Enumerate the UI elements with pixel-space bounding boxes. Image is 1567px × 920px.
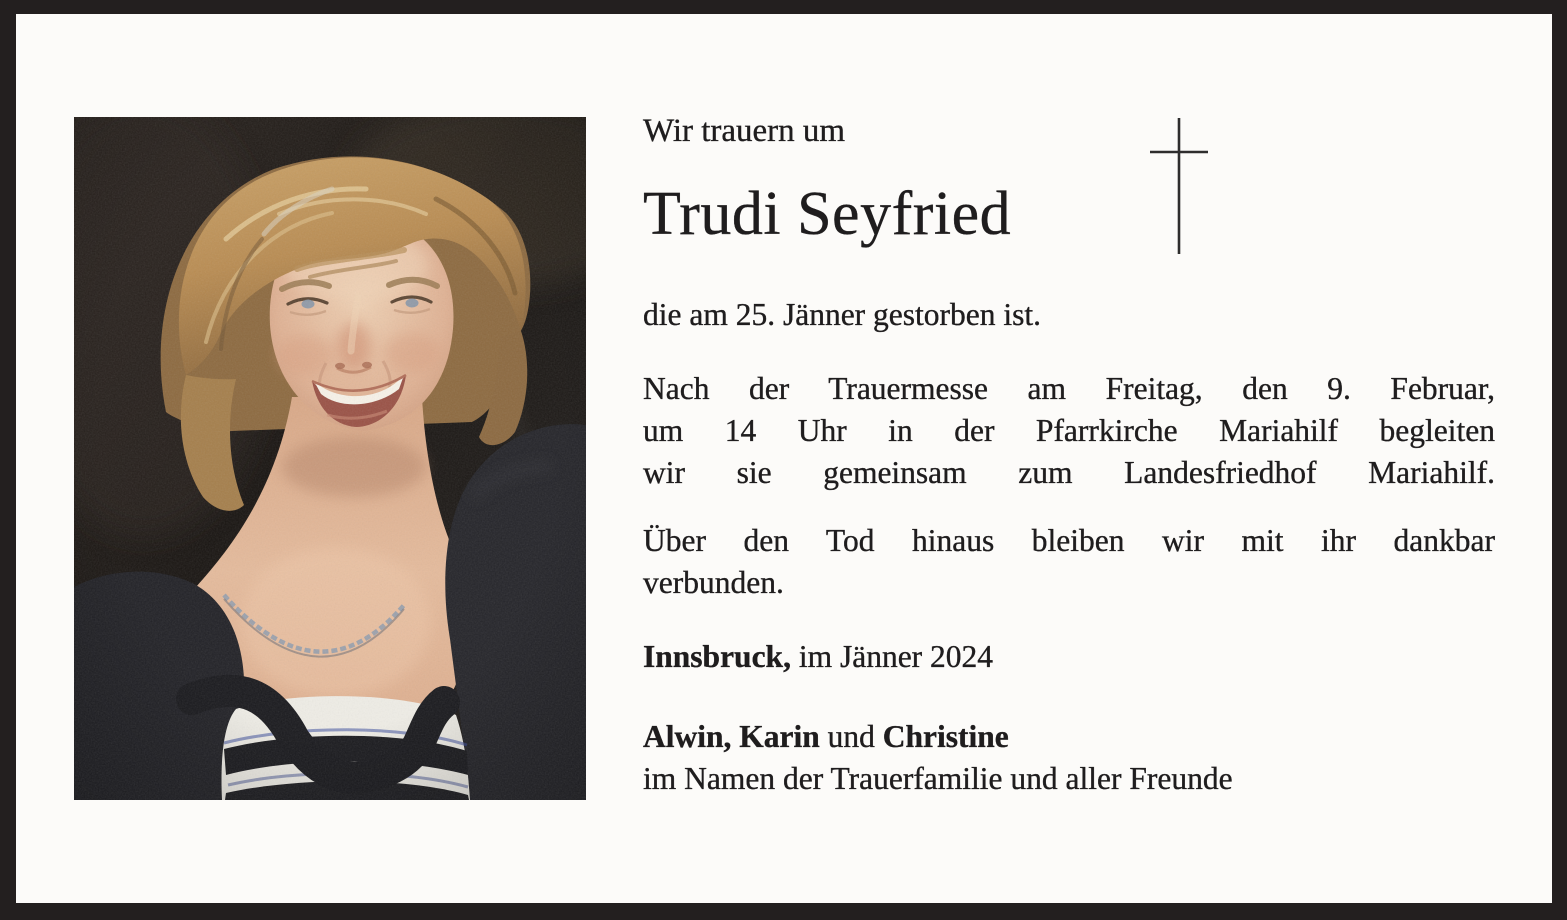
deceased-name: Trudi Seyfried	[643, 180, 1012, 248]
funeral-line: Nach der Trauermesse am Freitag, den 9. Februar,	[643, 371, 1495, 406]
remembrance-paragraph	[643, 520, 1495, 604]
mourner-names-line	[643, 716, 1495, 758]
mourners-suffix-line: im Namen der Trauerfamilie und aller Freunde	[643, 761, 1233, 796]
intro-line: Wir trauern um	[643, 113, 846, 149]
place-date-line	[643, 636, 1495, 678]
mourners-block	[643, 716, 1495, 800]
remembrance-line: verbunden.	[643, 565, 784, 600]
mourner-names-1: Alwin, Karin	[643, 719, 820, 754]
mourners-connector: und	[819, 719, 883, 754]
funeral-line: um 14 Uhr in der Pfarrkirche Mariahilf begleiten	[643, 413, 1495, 448]
portrait-photo	[74, 117, 586, 800]
paper-background	[16, 14, 1552, 903]
notice-text	[643, 110, 1495, 800]
funeral-paragraph	[643, 368, 1495, 494]
funeral-line: wir sie gemeinsam zum Landesfriedhof Mariahilf.	[643, 455, 1495, 490]
death-date-line: die am 25. Jänner gestorben ist.	[643, 297, 1042, 332]
date-label: im Jänner 2024	[798, 639, 994, 674]
remembrance-line: Über den Tod hinaus bleiben wir mit ihr dankbar	[643, 523, 1495, 558]
place-label: Innsbruck,	[643, 639, 791, 674]
mourner-names-2: Christine	[882, 719, 1009, 754]
